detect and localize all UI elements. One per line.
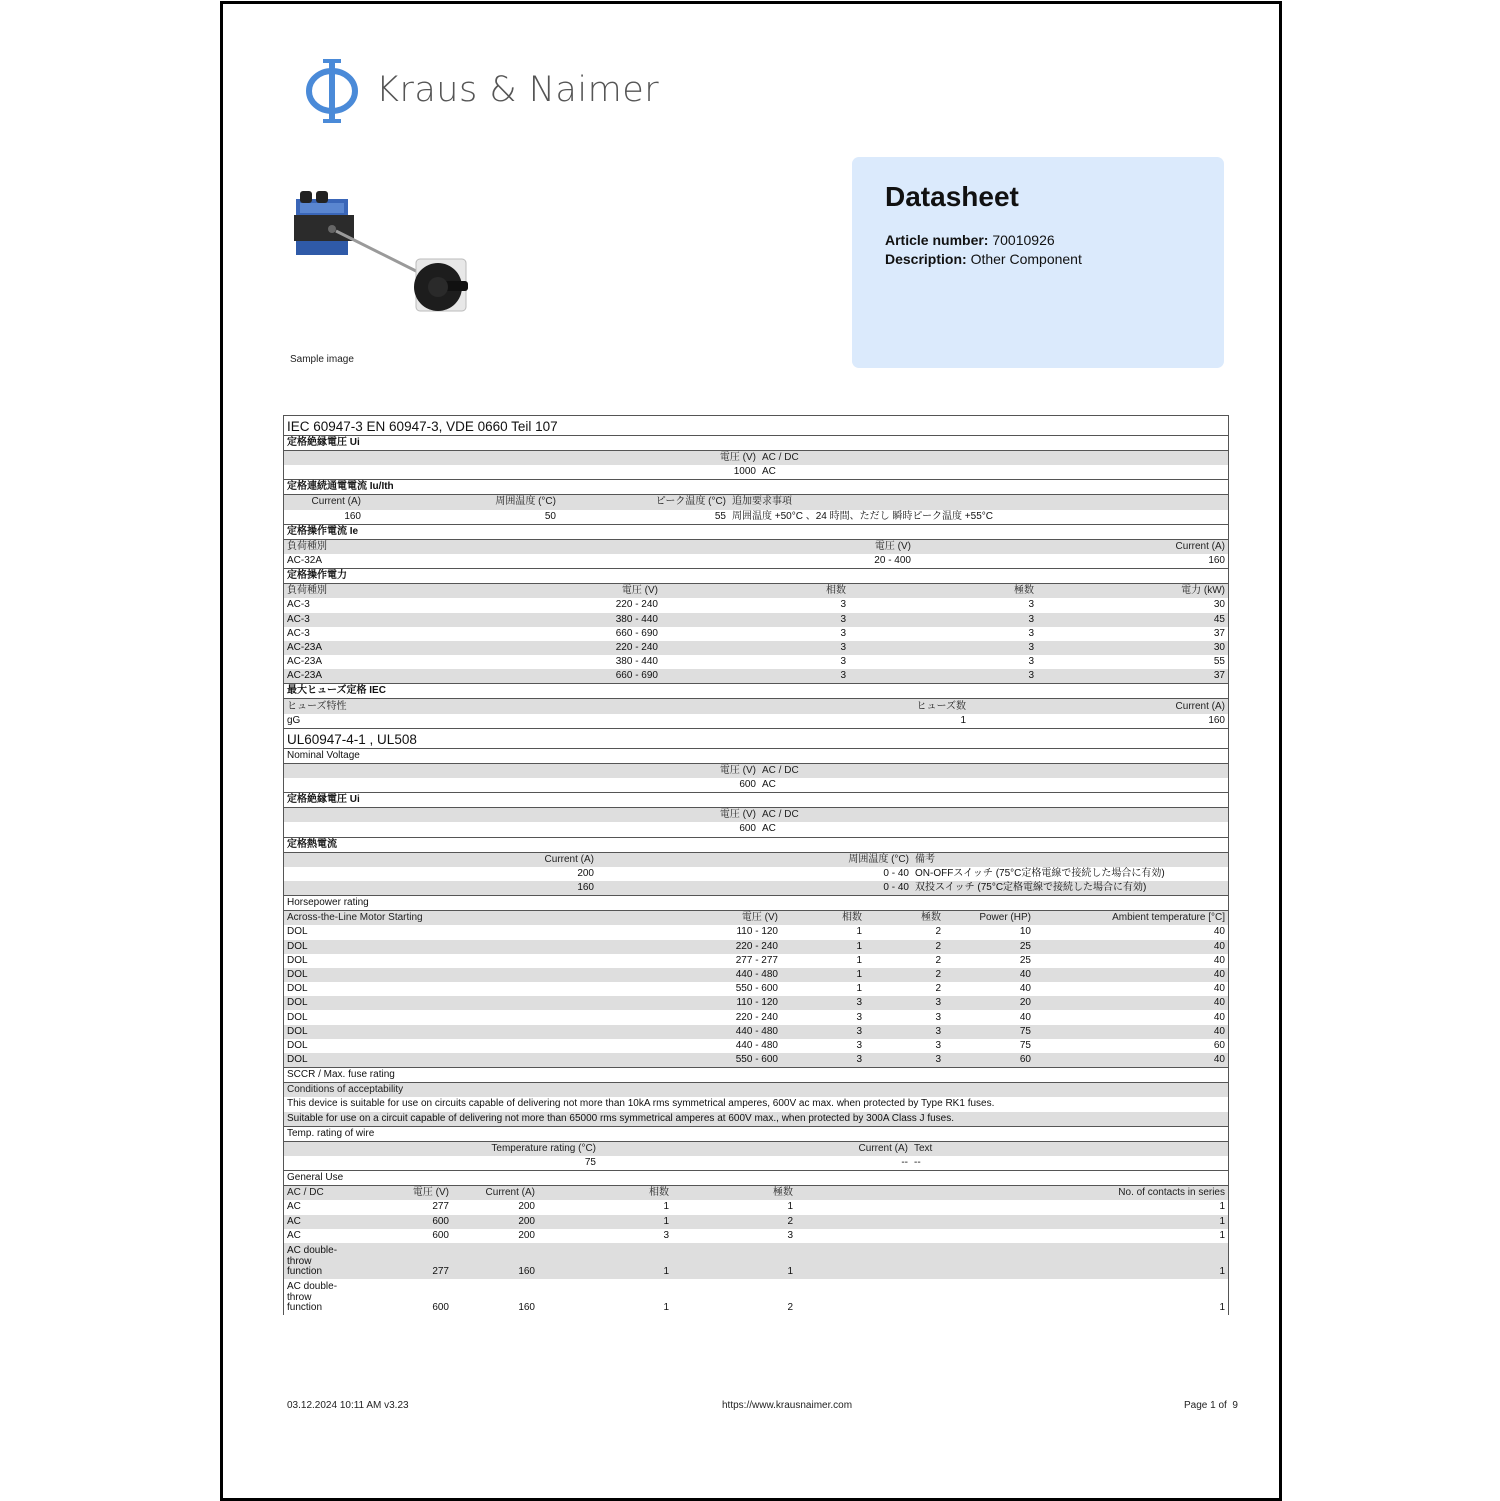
cell: 60: [1213, 1039, 1225, 1051]
cell: 3: [865, 1025, 944, 1039]
iec-power-table: [284, 584, 1228, 683]
cell: 75: [584, 1157, 596, 1169]
header-cell: 相数: [538, 1186, 672, 1200]
cell: AC-3: [284, 613, 469, 627]
cell: 30: [1213, 599, 1225, 611]
ul-sccr-table: [284, 1083, 1228, 1126]
cell: AC: [762, 779, 776, 791]
cell: 3: [935, 1039, 941, 1051]
cell: 3: [849, 613, 1037, 627]
ul-general-table: [284, 1186, 1228, 1315]
cell: 37: [1213, 627, 1225, 639]
cell: 3: [856, 1011, 862, 1023]
cell: 2: [935, 983, 941, 995]
footer-timestamp: 03.12.2024 10:11 AM v3.23: [287, 1400, 409, 1411]
header-cell: 負荷種別: [284, 540, 594, 554]
cell: 380 - 440: [615, 656, 658, 668]
cell: 2: [787, 1301, 793, 1313]
header-cell: Current (A): [599, 1142, 911, 1156]
cell: 1: [663, 1201, 669, 1213]
table-row: [284, 1112, 1228, 1126]
section-title-ul-wire: Temp. rating of wire: [284, 1126, 1228, 1142]
article-number: [885, 232, 1055, 248]
cell: 3: [781, 996, 865, 1010]
cell: 1: [856, 926, 862, 938]
header-cell: Text: [911, 1142, 1228, 1156]
cell: 220 - 240: [469, 641, 661, 655]
header-cell: Current (A): [284, 853, 597, 867]
table-row: [284, 641, 1228, 655]
cell: 20: [944, 996, 1034, 1010]
header-cell: 電圧 (V): [594, 540, 914, 554]
cell: DOL: [287, 926, 308, 938]
cell: 40: [1034, 1025, 1228, 1039]
cell: 3: [787, 1229, 793, 1241]
cell: 1: [796, 1215, 1228, 1229]
table-header-row: [284, 495, 1228, 509]
cell: DOL: [287, 1011, 308, 1023]
footer-page-number: Page 1 of 9: [1184, 1400, 1238, 1411]
cell: 1: [781, 968, 865, 982]
cell: 160: [1208, 555, 1225, 567]
cell: 0 - 40: [883, 867, 909, 879]
description: [885, 251, 1082, 267]
cell: 55: [714, 510, 726, 522]
cell: 3: [661, 669, 849, 683]
cell: 600: [344, 1215, 452, 1229]
table-header-row: [284, 1186, 1228, 1200]
table-row: [284, 1097, 1228, 1111]
cell: 3: [1028, 656, 1034, 668]
cell: 1: [1219, 1201, 1225, 1213]
table-row: [284, 627, 1228, 641]
table-header-row: [284, 911, 1228, 925]
cell: 660 - 690: [615, 627, 658, 639]
cell: DOL: [284, 940, 584, 954]
cell: 3: [1028, 599, 1034, 611]
section-title-iec-power: 定格操作電力: [284, 568, 1228, 584]
header-cell: Temperature rating (°C): [284, 1142, 599, 1156]
cell: 200: [518, 1229, 535, 1241]
table-row: [284, 554, 1228, 568]
header-cell: ピーク温度 (°C): [559, 495, 729, 509]
section-title-ul-general: General Use: [284, 1170, 1228, 1186]
cell: 200: [452, 1215, 538, 1229]
table-row: [284, 968, 1228, 982]
cell: 40: [1213, 983, 1225, 995]
cell: AC: [762, 823, 776, 835]
table-row: [284, 778, 1228, 792]
table-row: [284, 1156, 1228, 1170]
cell: 40: [1034, 1053, 1228, 1067]
table-row: [284, 982, 1228, 996]
cell: AC-32A: [287, 555, 323, 567]
header-cell: 電圧 (V): [284, 451, 759, 465]
cell: 2: [865, 968, 944, 982]
cell: 3: [935, 1011, 941, 1023]
table-row: [284, 714, 1228, 728]
table-row: [284, 613, 1228, 627]
cell: AC: [287, 1229, 301, 1241]
cell: 3: [865, 996, 944, 1010]
iec-standard-title: IEC 60947-3 EN 60947-3, VDE 0660 Teil 107: [284, 415, 1228, 435]
cell: 277 - 277: [735, 954, 778, 966]
header-cell: Conditions of acceptability: [284, 1083, 1228, 1097]
cell: AC: [284, 1215, 344, 1229]
cell: 25: [944, 940, 1034, 954]
cell: 600: [432, 1229, 449, 1241]
cell: 1: [538, 1243, 672, 1279]
cell: 660 - 690: [469, 669, 661, 683]
header-cell: 負荷種別: [284, 584, 469, 598]
cell: 200: [577, 867, 594, 879]
cell: 220 - 240: [584, 940, 781, 954]
ul-thermal-table: [284, 853, 1228, 896]
table-row: [284, 510, 1228, 524]
section-title-iec-iu: 定格連続通電電流 Iu/Ith: [284, 479, 1228, 495]
cell: 220 - 240: [615, 599, 658, 611]
cell: 40: [1034, 996, 1228, 1010]
description-label: Description:: [885, 251, 967, 267]
header-cell: AC / DC: [284, 1186, 344, 1200]
cell: 160: [518, 1301, 535, 1313]
cell: 1: [796, 1243, 1228, 1279]
header-cell: ヒューズ数: [684, 699, 969, 713]
cell: AC: [762, 466, 776, 478]
header-cell: 相数: [781, 911, 865, 925]
header-cell: 極数: [672, 1186, 796, 1200]
cell: AC-23A: [284, 641, 469, 655]
table-row: [284, 1229, 1228, 1243]
cell: 550 - 600: [584, 1053, 781, 1067]
cell: AC-23A: [287, 656, 323, 668]
cell: 3: [840, 627, 846, 639]
cell: DOL: [284, 996, 584, 1010]
cell: This device is suitable for use on circuits capable of delivering not more than 10kA rms symmetrical amperes, 600V ac max. when protected by Type RK1 fuses.: [287, 1098, 995, 1110]
cell: AC-23A: [284, 669, 469, 683]
table-row: [284, 465, 1228, 479]
cell: 40: [1019, 1011, 1031, 1023]
cell: 1: [856, 983, 862, 995]
table-row: [284, 655, 1228, 669]
section-title-iec-ui: 定格絶縁電圧 Ui: [284, 435, 1228, 451]
table-row: [284, 1053, 1228, 1067]
cell: 1: [1219, 1229, 1225, 1241]
cell: 380 - 440: [469, 613, 661, 627]
table-row: [284, 881, 1228, 895]
table-header-row: [284, 764, 1228, 778]
cell: 440 - 480: [735, 1039, 778, 1051]
table-row: [284, 1215, 1228, 1229]
header-cell: 電圧 (V): [284, 808, 759, 822]
header-cell: 電圧 (V): [344, 1186, 452, 1200]
header-cell: 電力 (kW): [1037, 584, 1228, 598]
cell: DOL: [287, 983, 308, 995]
cell: 40: [1213, 1011, 1225, 1023]
cell: 600: [739, 779, 756, 791]
cell: 50: [544, 510, 556, 522]
datasheet-title: Datasheet: [885, 181, 1019, 212]
cell: 40: [1034, 968, 1228, 982]
cell: 2: [672, 1215, 796, 1229]
cell: 75: [944, 1025, 1034, 1039]
cell: DOL: [284, 968, 584, 982]
table-header-row: [284, 451, 1228, 465]
table-row: [284, 867, 1228, 881]
cell: AC: [287, 1201, 301, 1213]
section-title-ul-ui: 定格絶縁電圧 Ui: [284, 792, 1228, 808]
table-row: [284, 1200, 1228, 1214]
cell: 37: [1037, 669, 1228, 683]
table-header-row: [284, 808, 1228, 822]
product-image: [288, 185, 478, 325]
table-row: [284, 1039, 1228, 1053]
cell: 40: [1213, 954, 1225, 966]
cell: 3: [781, 1053, 865, 1067]
table-row: [284, 822, 1228, 836]
section-title-iec-ie: 定格操作電流 Ie: [284, 524, 1228, 540]
cell: ON-OFFスイッチ (75°C定格電線で接続した場合に有効): [915, 867, 1165, 879]
table-header-row: [284, 699, 1228, 713]
cell: 60: [944, 1053, 1034, 1067]
cell: AC-3: [287, 627, 310, 639]
cell: 40: [944, 968, 1034, 982]
cell: 3: [661, 641, 849, 655]
table-row: [284, 1279, 1228, 1315]
ul-ui-table: [284, 808, 1228, 836]
table-row: [284, 1243, 1228, 1279]
cell: 20 - 400: [874, 555, 911, 567]
cell: DOL: [284, 1025, 584, 1039]
description-value: Other Component: [970, 251, 1082, 267]
table-header-row: [284, 1142, 1228, 1156]
header-cell: AC / DC: [759, 808, 1228, 822]
cell: 30: [1037, 641, 1228, 655]
datasheet-info-box: [852, 157, 1224, 368]
cell: 277: [344, 1243, 452, 1279]
header-cell: 電圧 (V): [284, 764, 759, 778]
cell: DOL: [287, 954, 308, 966]
header-cell: AC / DC: [759, 451, 1228, 465]
table-header-row: [284, 1083, 1228, 1097]
section-title-ul-sccr: SCCR / Max. fuse rating: [284, 1067, 1228, 1083]
cell: 2: [935, 926, 941, 938]
header-cell: 相数: [661, 584, 849, 598]
table-row: [284, 669, 1228, 683]
iec-iu-table: [284, 495, 1228, 523]
cell: DOL: [287, 1039, 308, 1051]
cell: 3: [661, 613, 849, 627]
header-cell: No. of contacts in series: [796, 1186, 1228, 1200]
cell: 220 - 240: [735, 1011, 778, 1023]
ul-wire-table: [284, 1142, 1228, 1170]
cell: 1: [856, 954, 862, 966]
header-cell: Across-the-Line Motor Starting: [284, 911, 584, 925]
cell: 3: [781, 1025, 865, 1039]
cell: 3: [856, 1039, 862, 1051]
cell: AC double-throw function: [287, 1281, 338, 1314]
cell: 1: [663, 1301, 669, 1313]
table-header-row: [284, 853, 1228, 867]
header-cell: Power (HP): [944, 911, 1034, 925]
header-cell: 極数: [849, 584, 1037, 598]
brand-logo: [303, 58, 361, 124]
header-cell: Current (A): [452, 1186, 538, 1200]
cell: 440 - 480: [584, 968, 781, 982]
header-cell: 電圧 (V): [469, 584, 661, 598]
cell: 40: [1034, 940, 1228, 954]
cell: 0 - 40: [597, 881, 912, 895]
header-cell: Current (A): [284, 495, 364, 509]
header-cell: Current (A): [914, 540, 1228, 554]
cell: 75: [1019, 1039, 1031, 1051]
section-title-iec-fuse: 最大ヒューズ定格 IEC: [284, 683, 1228, 699]
cell: 440 - 480: [584, 1025, 781, 1039]
cell: 25: [1019, 954, 1031, 966]
table-header-row: [284, 584, 1228, 598]
cell: 110 - 120: [584, 996, 781, 1010]
cell: 3: [663, 1229, 669, 1241]
cell: 1: [538, 1215, 672, 1229]
section-title-ul-nominal: Nominal Voltage: [284, 748, 1228, 764]
cell: 3: [865, 1053, 944, 1067]
cell: 双投スイッチ (75°C定格電線で接続した場合に有効): [912, 881, 1228, 895]
header-cell: 追加要求事項: [729, 495, 1228, 509]
header-cell: ヒューズ特性: [284, 699, 684, 713]
cell: 277: [432, 1201, 449, 1213]
table-header-row: [284, 540, 1228, 554]
header-cell: 備考: [912, 853, 1228, 867]
cell: 3: [1028, 627, 1034, 639]
cell: 1: [1219, 1301, 1225, 1313]
cell: 160: [344, 510, 361, 522]
header-cell: Current (A): [969, 699, 1228, 713]
cell: 600: [739, 823, 756, 835]
brand-name: Kraus & Naimer: [376, 70, 660, 110]
cell: 160: [284, 881, 597, 895]
cell: 1: [672, 1243, 796, 1279]
article-number-value: 70010926: [992, 232, 1055, 248]
spec-tables: [283, 415, 1229, 1315]
ul-hp-table: [284, 911, 1228, 1067]
header-cell: 電圧 (V): [584, 911, 781, 925]
cell: 3: [840, 656, 846, 668]
cell: AC-3: [287, 599, 310, 611]
cell: 周囲温度 +50°C 、24 時間、ただし 瞬時ピーク温度 +55°C: [732, 510, 993, 522]
table-row: [284, 996, 1228, 1010]
cell: 160: [1208, 714, 1225, 726]
cell: AC double-throw function: [284, 1243, 344, 1279]
section-title-ul-thermal: 定格熱電流: [284, 837, 1228, 853]
footer-url[interactable]: https://www.krausnaimer.com: [722, 1400, 853, 1411]
article-number-label: Article number:: [885, 232, 989, 248]
cell: 10: [1019, 926, 1031, 938]
table-row: [284, 940, 1228, 954]
header-cell: Ambient temperature [°C]: [1034, 911, 1228, 925]
section-title-ul-hp: Horsepower rating: [284, 895, 1228, 911]
table-row: [284, 1010, 1228, 1024]
cell: DOL: [284, 1053, 584, 1067]
cell: 3: [849, 669, 1037, 683]
iec-ui-table: [284, 451, 1228, 479]
cell: 1: [787, 1201, 793, 1213]
header-cell: 周囲温度 (°C): [597, 853, 912, 867]
cell: 160: [452, 1243, 538, 1279]
header-cell: 極数: [865, 911, 944, 925]
cell: 200: [518, 1201, 535, 1213]
cell: --: [901, 1157, 908, 1169]
iec-fuse-table: [284, 699, 1228, 727]
header-cell: AC / DC: [759, 764, 1228, 778]
cell: 1: [781, 940, 865, 954]
image-caption: Sample image: [290, 354, 354, 365]
cell: 600: [432, 1301, 449, 1313]
cell: 1: [960, 714, 966, 726]
table-row: [284, 598, 1228, 612]
cell: 550 - 600: [735, 983, 778, 995]
cell: 40: [1213, 926, 1225, 938]
table-row: [284, 925, 1228, 939]
header-cell: 周囲温度 (°C): [364, 495, 559, 509]
cell: 1000: [733, 466, 756, 478]
table-row: [284, 1025, 1228, 1039]
ul-standard-title: UL60947-4-1 , UL508: [284, 728, 1228, 748]
table-row: [284, 954, 1228, 968]
cell: 55: [1213, 656, 1225, 668]
cell: 40: [1019, 983, 1031, 995]
phi-icon: [303, 58, 361, 124]
cell: 2: [865, 940, 944, 954]
ul-nominal-table: [284, 764, 1228, 792]
cell: Suitable for use on a circuit capable of delivering not more than 65000 rms symmetrical amperes at 600V max., when protected by 300A Class J fuses.: [284, 1112, 1228, 1126]
cell: gG: [287, 714, 301, 726]
cell: 3: [840, 599, 846, 611]
cell: 110 - 120: [736, 926, 778, 938]
cell: 2: [935, 954, 941, 966]
cell: 45: [1037, 613, 1228, 627]
cell: --: [914, 1157, 921, 1169]
iec-ie-table: [284, 540, 1228, 568]
cell: 3: [849, 641, 1037, 655]
